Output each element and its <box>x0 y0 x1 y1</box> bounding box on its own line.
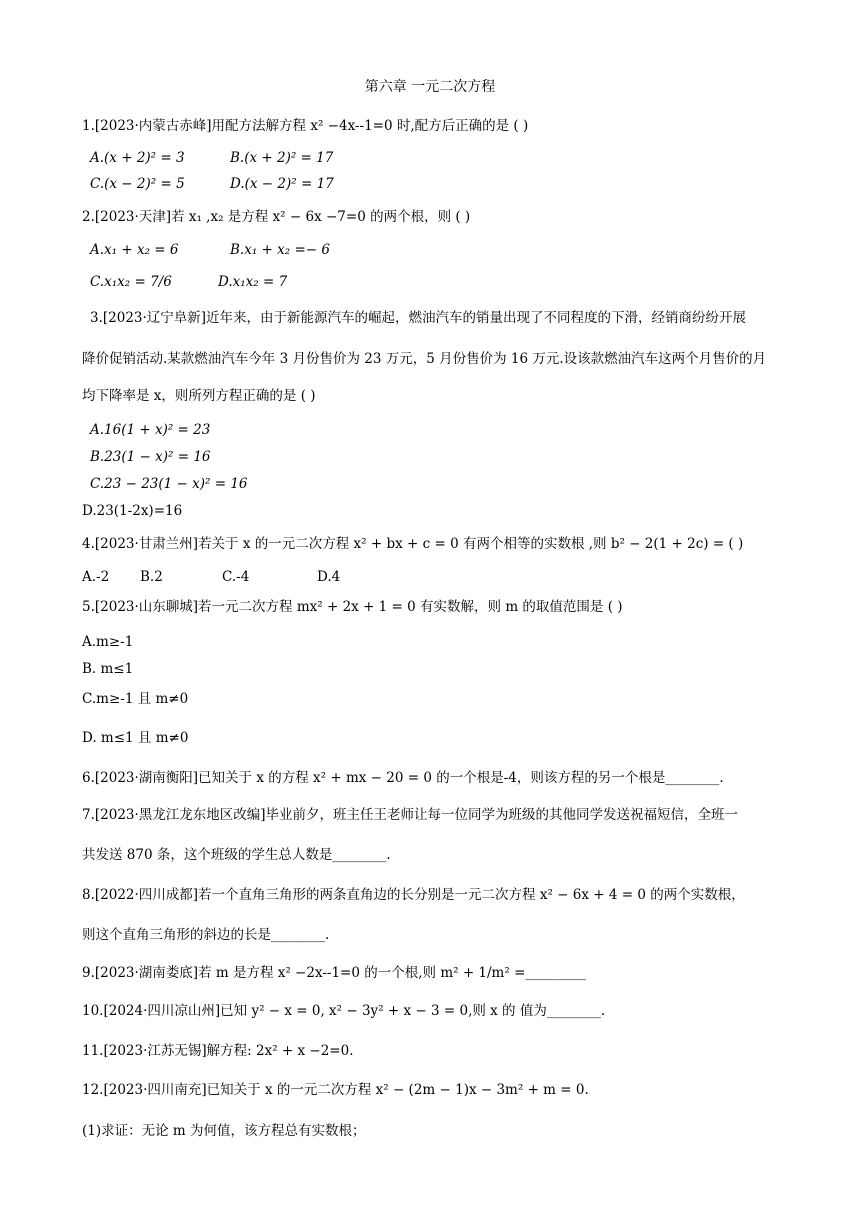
q3-option-d: D.23(1-2x)=16 <box>82 503 183 519</box>
q4-option-a: A.-2 <box>82 569 110 585</box>
question-10: 10.[2024·四川凉山州]已知 y² − x = 0, x² − 3y² + x − 3 = 0,则 x 的 值为________. <box>82 1003 606 1019</box>
question-7-line-1: 7.[2023·黑龙江龙东地区改编]毕业前夕，班主任王老师让每一位同学为班级的其他同学发送祝福短信，全班一 <box>82 807 739 823</box>
question-1: 1.[2023·内蒙古赤峰]用配方法解方程 x² −4x--1=0 时,配方后正确的是 ( ) <box>82 118 529 134</box>
q2-option-a: A.x₁ + x₂ = 6 <box>90 242 179 258</box>
q3-option-a: A.16(1 + x)² = 23 <box>90 422 211 438</box>
q1-option-a: A.(x + 2)² = 3 <box>90 150 185 166</box>
question-11: 11.[2023·江苏无锡]解方程: 2x² + x −2=0. <box>82 1043 354 1059</box>
q5-option-c: C.m≥-1 且 m≠0 <box>82 691 189 707</box>
q1-option-b: B.(x + 2)² = 17 <box>230 150 334 166</box>
q5-option-a: A.m≥-1 <box>82 634 134 650</box>
question-7-line-2: 共发送 870 条，这个班级的学生总人数是________. <box>82 847 391 863</box>
question-12: 12.[2023·四川南充]已知关于 x 的一元二次方程 x² − (2m − 1)x − 3m² + m = 0. <box>82 1082 589 1098</box>
q3-option-c: C.23 − 23(1 − x)² = 16 <box>90 476 248 492</box>
q2-option-d: D.x₁x₂ = 7 <box>218 274 288 290</box>
q5-option-b: B. m≤1 <box>82 661 134 677</box>
q1-option-c: C.(x − 2)² = 5 <box>90 176 185 192</box>
question-8-line-2: 则这个直角三角形的斜边的长是________. <box>82 927 330 943</box>
q2-option-c: C.x₁x₂ = 7/6 <box>90 274 172 290</box>
question-3-line-3: 均下降率是 x，则所列方程正确的是 ( ) <box>82 388 316 404</box>
q3-option-b: B.23(1 − x)² = 16 <box>90 449 211 465</box>
q4-option-d: D.4 <box>317 569 341 585</box>
question-6: 6.[2023·湖南衡阳]已知关于 x 的方程 x² + mx − 20 = 0 的一个根是-4，则该方程的另一个根是________. <box>82 770 724 786</box>
chapter-title: 第六章 一元二次方程 <box>364 79 496 95</box>
q2-option-b: B.x₁ + x₂ =− 6 <box>230 242 330 258</box>
q4-option-c: C.-4 <box>222 569 250 585</box>
question-8-line-1: 8.[2022·四川成都]若一个直角三角形的两条直角边的长分别是一元二次方程 x² − 6x + 4 = 0 的两个实数根， <box>82 887 745 903</box>
question-9: 9.[2023·湖南娄底]若 m 是方程 x² −2x--1=0 的一个根,则 m² + 1/m² =_________ <box>82 965 587 981</box>
q4-option-b: B.2 <box>140 569 163 585</box>
question-12-part-1: (1)求证：无论 m 为何值，该方程总有实数根； <box>82 1123 366 1139</box>
q5-option-d: D. m≤1 且 m≠0 <box>82 730 189 746</box>
question-2: 2.[2023·天津]若 x₁ ,x₂ 是方程 x² − 6x −7=0 的两个根，则 ( ) <box>82 209 471 225</box>
question-4: 4.[2023·甘肃兰州]若关于 x 的一元二次方程 x² + bx + c = 0 有两个相等的实数根 ,则 b² − 2(1 + 2c) = ( ) <box>82 536 744 552</box>
question-3-line-2: 降价促销活动.某款燃油汽车今年 3 月份售价为 23 万元，5 月份售价为 16 万元.设该款燃油汽车这两个月售价的月 <box>82 351 767 367</box>
q1-option-d: D.(x − 2)² = 17 <box>230 176 334 192</box>
question-5: 5.[2023·山东聊城]若一元二次方程 mx² + 2x + 1 = 0 有实数解，则 m 的取值范围是 ( ) <box>82 599 623 615</box>
question-3-line-1: 3.[2023·辽宁阜新]近年来，由于新能源汽车的崛起，燃油汽车的销量出现了不同程度的下滑，经销商纷纷开展 <box>90 310 747 326</box>
